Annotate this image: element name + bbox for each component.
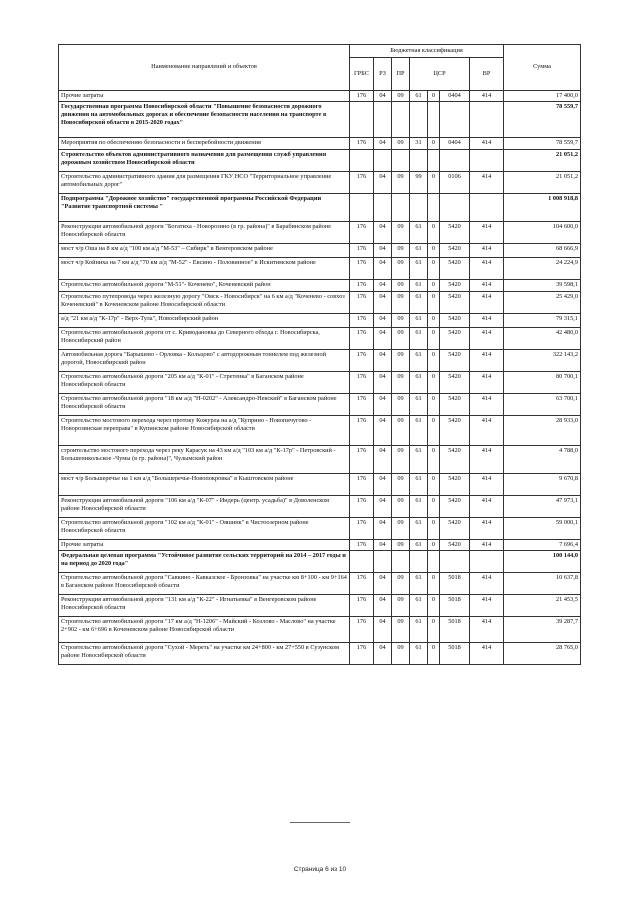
vr-cell: 414 xyxy=(470,244,504,258)
table-row xyxy=(59,394,581,416)
grbs-cell: 176 xyxy=(350,91,374,102)
rz-cell xyxy=(374,102,392,138)
pr-cell: 09 xyxy=(392,573,410,595)
csr-part2-cell: 0 xyxy=(428,617,440,643)
grbs-cell: 176 xyxy=(350,573,374,595)
row-name: Строительство административного здания для размещения ГКУ НСО "Территориальное управление автомобильных дорог" xyxy=(59,172,350,194)
rz-cell: 04 xyxy=(374,595,392,617)
csr-part1-cell: 61 xyxy=(410,258,428,280)
grbs-cell: 176 xyxy=(350,518,374,540)
sum-column-header: Сумма xyxy=(504,45,581,91)
csr-part2-cell: 0 xyxy=(428,518,440,540)
table-row xyxy=(59,172,581,194)
vr-cell: 414 xyxy=(470,518,504,540)
rz-cell xyxy=(374,150,392,172)
csr-part1-cell: 61 xyxy=(410,91,428,102)
csr-part2-cell xyxy=(428,102,440,138)
grbs-cell: 176 xyxy=(350,446,374,474)
csr-part3-cell xyxy=(440,102,470,138)
pr-cell xyxy=(392,150,410,172)
pr-cell: 09 xyxy=(392,496,410,518)
vr-cell: 414 xyxy=(470,258,504,280)
row-sum: 79 315,1 xyxy=(504,314,581,328)
row-sum: 24 224,9 xyxy=(504,258,581,280)
rz-cell: 04 xyxy=(374,138,392,150)
row-name: Строительство автомобильной дороги "17 км а/д "Н-1206" - Майский - Козлово - Маслово" на участке 2+902 - км 6+696 в Коченевском районе Новосибирской области xyxy=(59,617,350,643)
csr-part3-cell xyxy=(440,194,470,222)
row-sum: 42 480,0 xyxy=(504,328,581,350)
grbs-cell: 176 xyxy=(350,244,374,258)
table-row xyxy=(59,540,581,551)
csr-part2-cell: 0 xyxy=(428,172,440,194)
vr-cell: 414 xyxy=(470,328,504,350)
row-name: Строительство автомобильной дороги "М-51"- Коченево", Коченевский район xyxy=(59,280,350,292)
row-name: Строительство автомобильной дороги "102 км а/д "К-01" - Ояшинк" в Чистоозерном районе Новосибирской области xyxy=(59,518,350,540)
csr-part3-cell: 5420 xyxy=(440,328,470,350)
grbs-cell: 176 xyxy=(350,350,374,372)
grbs-cell: 176 xyxy=(350,394,374,416)
vr-header: ВР xyxy=(470,58,504,91)
row-sum: 7 696,4 xyxy=(504,540,581,551)
table-row xyxy=(59,551,581,573)
csr-part1-cell: 61 xyxy=(410,222,428,244)
row-sum: 9 670,8 xyxy=(504,474,581,496)
rz-cell: 04 xyxy=(374,91,392,102)
rz-cell: 04 xyxy=(374,222,392,244)
row-name: мост ч/р Койниха на 7 км а/д "70 км а/д "М-52" - Евсино - Половинное" в Искитимском районе xyxy=(59,258,350,280)
row-name: Строительство автомобильной дороги "Савкино - Кавказское - Бронзовка" на участке км 8+100 - км 9+164 в Баганском районе Новосибирской области xyxy=(59,573,350,595)
row-sum: 39 287,7 xyxy=(504,617,581,643)
row-name: а/д "21 км а/д "К-17р" - Верх-Тула", Новосибирский район xyxy=(59,314,350,328)
table-row xyxy=(59,372,581,394)
csr-part2-cell xyxy=(428,551,440,573)
table-row xyxy=(59,102,581,138)
row-name: Строительство автомобильной дороги "Сухой - Мереть" на участке км 24+800 - км 27+550 в Сузунском районе Новосибирской области xyxy=(59,643,350,665)
rz-cell: 04 xyxy=(374,474,392,496)
rz-cell: 04 xyxy=(374,416,392,446)
vr-cell: 414 xyxy=(470,573,504,595)
row-sum: 4 788,0 xyxy=(504,446,581,474)
grbs-cell: 176 xyxy=(350,643,374,665)
row-name: Автомобильная дорога "Барышево - Орловка - Кольцово" с автодорожным тоннелем под железной дорогой, Новосибирский район xyxy=(59,350,350,372)
csr-part3-cell: 0106 xyxy=(440,172,470,194)
row-name: мост ч/р Оша на 8 км а/д "100 км а/д "М-53" – Сибирк" в Венгеровском районе xyxy=(59,244,350,258)
csr-part3-cell: 5018 xyxy=(440,595,470,617)
csr-part1-cell: 61 xyxy=(410,394,428,416)
vr-cell xyxy=(470,102,504,138)
row-sum: 21 051,2 xyxy=(504,172,581,194)
csr-part1-cell: 61 xyxy=(410,280,428,292)
pr-cell: 09 xyxy=(392,328,410,350)
csr-part1-cell: 61 xyxy=(410,518,428,540)
csr-part1-cell: 61 xyxy=(410,595,428,617)
csr-part2-cell: 0 xyxy=(428,314,440,328)
grbs-cell: 176 xyxy=(350,496,374,518)
csr-part1-cell: 61 xyxy=(410,540,428,551)
csr-part2-cell: 0 xyxy=(428,280,440,292)
csr-part3-cell: 5420 xyxy=(440,518,470,540)
row-sum: 17 400,0 xyxy=(504,91,581,102)
page-number: Страница 6 из 10 xyxy=(293,866,347,873)
row-name: Строительство автомобильной дороги "205 км а/д "К-01" - Стретенка" в Баганском районе Новосибирской области xyxy=(59,372,350,394)
table-row xyxy=(59,222,581,244)
row-sum: 104 600,0 xyxy=(504,222,581,244)
row-sum: 39 598,1 xyxy=(504,280,581,292)
pr-cell: 09 xyxy=(392,518,410,540)
table-row xyxy=(59,194,581,222)
csr-part1-cell: 61 xyxy=(410,496,428,518)
csr-part3-cell: 5420 xyxy=(440,394,470,416)
grbs-cell: 176 xyxy=(350,138,374,150)
grbs-cell xyxy=(350,102,374,138)
csr-part2-cell: 0 xyxy=(428,372,440,394)
rz-cell xyxy=(374,551,392,573)
csr-part2-cell: 0 xyxy=(428,244,440,258)
csr-part1-cell xyxy=(410,551,428,573)
grbs-cell xyxy=(350,150,374,172)
pr-cell xyxy=(392,551,410,573)
pr-cell: 09 xyxy=(392,540,410,551)
footer-separator xyxy=(290,822,350,823)
vr-cell: 414 xyxy=(470,496,504,518)
vr-cell: 414 xyxy=(470,643,504,665)
grbs-cell: 176 xyxy=(350,328,374,350)
csr-part2-cell: 0 xyxy=(428,573,440,595)
rz-cell: 04 xyxy=(374,372,392,394)
pr-cell: 09 xyxy=(392,258,410,280)
vr-cell xyxy=(470,551,504,573)
pr-cell: 09 xyxy=(392,372,410,394)
row-name: Прочие затраты xyxy=(59,91,350,102)
csr-part3-cell: 0404 xyxy=(440,138,470,150)
row-sum: 47 973,1 xyxy=(504,496,581,518)
pr-cell: 09 xyxy=(392,416,410,446)
vr-cell: 414 xyxy=(470,416,504,446)
vr-cell: 414 xyxy=(470,446,504,474)
grbs-cell xyxy=(350,194,374,222)
csr-part3-cell: 5018 xyxy=(440,617,470,643)
csr-part2-cell: 0 xyxy=(428,474,440,496)
table-row xyxy=(59,573,581,595)
pr-cell: 09 xyxy=(392,280,410,292)
csr-part3-cell: 5420 xyxy=(440,350,470,372)
table-row xyxy=(59,350,581,372)
table-row xyxy=(59,617,581,643)
row-name: Реконструкция автомобильной дороги "106 км а/д "К-07" - Индерь (центр. усадьба)" в Доволенском районе Новосибирской области xyxy=(59,496,350,518)
vr-cell: 414 xyxy=(470,91,504,102)
pr-cell: 09 xyxy=(392,350,410,372)
csr-part3-cell: 5420 xyxy=(440,280,470,292)
csr-part1-cell xyxy=(410,194,428,222)
csr-part3-cell: 5420 xyxy=(440,292,470,314)
grbs-header: ГРБС xyxy=(350,58,374,91)
csr-part1-cell: 31 xyxy=(410,138,428,150)
rz-cell: 04 xyxy=(374,573,392,595)
rz-cell: 04 xyxy=(374,643,392,665)
csr-part1-cell: 61 xyxy=(410,643,428,665)
rz-cell: 04 xyxy=(374,394,392,416)
pr-cell xyxy=(392,194,410,222)
csr-part2-cell: 0 xyxy=(428,446,440,474)
row-sum: 100 144,0 xyxy=(504,551,581,573)
grbs-cell: 176 xyxy=(350,258,374,280)
table-row xyxy=(59,328,581,350)
vr-cell: 414 xyxy=(470,540,504,551)
rz-cell: 04 xyxy=(374,350,392,372)
rz-cell: 04 xyxy=(374,280,392,292)
row-name: Реконструкция автомобильной дороги "131 км а/д "К-22" - Игнатьевка" в Венгеровском районе Новосибирской области xyxy=(59,595,350,617)
vr-cell: 414 xyxy=(470,172,504,194)
vr-cell: 414 xyxy=(470,372,504,394)
pr-cell: 09 xyxy=(392,595,410,617)
grbs-cell: 176 xyxy=(350,172,374,194)
table-row xyxy=(59,643,581,665)
csr-header: ЦСР xyxy=(410,58,470,91)
csr-part1-cell: 61 xyxy=(410,244,428,258)
row-sum: 21 453,5 xyxy=(504,595,581,617)
pr-cell: 09 xyxy=(392,617,410,643)
row-name: Федеральная целевая программа "Устойчивое развитие сельских территорий на 2014 – 2017 годы и на период до 2020 года" xyxy=(59,551,350,573)
csr-part1-cell: 61 xyxy=(410,328,428,350)
csr-part1-cell: 61 xyxy=(410,416,428,446)
csr-part3-cell: 5018 xyxy=(440,573,470,595)
vr-cell: 414 xyxy=(470,314,504,328)
grbs-cell: 176 xyxy=(350,416,374,446)
csr-part1-cell xyxy=(410,150,428,172)
csr-part3-cell: 5420 xyxy=(440,416,470,446)
row-sum: 80 700,1 xyxy=(504,372,581,394)
vr-cell: 414 xyxy=(470,280,504,292)
csr-part3-cell: 5420 xyxy=(440,474,470,496)
csr-part2-cell: 0 xyxy=(428,350,440,372)
row-name: Мероприятия по обеспечению безопасности и бесперебойности движения xyxy=(59,138,350,150)
csr-part3-cell xyxy=(440,150,470,172)
table-row xyxy=(59,314,581,328)
row-name: строительство мостового перехода через реку Карасук на 43 км а/д "103 км а/д "К-17р" - Петровский - Большеникольское -Чумы (в гр. района)", Чулымский район xyxy=(59,446,350,474)
csr-part1-cell: 61 xyxy=(410,314,428,328)
pr-cell xyxy=(392,102,410,138)
row-name: мост ч/р Большеречье на 1 км а/д "Большеречье-Новопокровка" в Кыштовском районе xyxy=(59,474,350,496)
table-row xyxy=(59,595,581,617)
table-row xyxy=(59,150,581,172)
csr-part1-cell: 61 xyxy=(410,573,428,595)
rz-cell: 04 xyxy=(374,244,392,258)
row-name: Строительство путепровода через железную дорогу "Омск - Новосибирск" на 6 км а/д "Коченево - совхоз Коченевский" в Коченевском районе Новосибирской области xyxy=(59,292,350,314)
row-sum: 28 765,0 xyxy=(504,643,581,665)
rz-cell: 04 xyxy=(374,292,392,314)
row-sum: 21 051,2 xyxy=(504,150,581,172)
rz-cell: 04 xyxy=(374,328,392,350)
csr-part3-cell: 5420 xyxy=(440,446,470,474)
vr-cell xyxy=(470,194,504,222)
pr-header: ПР xyxy=(392,58,410,91)
table-row xyxy=(59,138,581,150)
csr-part2-cell: 0 xyxy=(428,394,440,416)
csr-part2-cell: 0 xyxy=(428,595,440,617)
csr-part1-cell: 99 xyxy=(410,172,428,194)
name-column-header: Наименование направлений и объектов xyxy=(59,45,350,91)
grbs-cell: 176 xyxy=(350,474,374,496)
csr-part3-cell: 5420 xyxy=(440,372,470,394)
csr-part3-cell: 0404 xyxy=(440,91,470,102)
csr-part1-cell: 61 xyxy=(410,372,428,394)
table-row xyxy=(59,446,581,474)
budget-table xyxy=(58,44,581,665)
csr-part3-cell: 5018 xyxy=(440,643,470,665)
grbs-cell: 176 xyxy=(350,617,374,643)
csr-part2-cell: 0 xyxy=(428,328,440,350)
rz-cell: 04 xyxy=(374,540,392,551)
row-sum: 59 000,1 xyxy=(504,518,581,540)
row-sum: 68 666,9 xyxy=(504,244,581,258)
grbs-cell: 176 xyxy=(350,222,374,244)
rz-cell: 04 xyxy=(374,617,392,643)
csr-part2-cell: 0 xyxy=(428,292,440,314)
row-name: Государственная программа Новосибирской области "Повышение безопасности дорожного движения на автомобильных дорогах и обеспечение безопасности населения на транспорте в Новосибирской области в 2015-2020 годах" xyxy=(59,102,350,138)
rz-cell: 04 xyxy=(374,518,392,540)
csr-part1-cell: 61 xyxy=(410,617,428,643)
pr-cell: 09 xyxy=(392,244,410,258)
table-row xyxy=(59,292,581,314)
vr-cell xyxy=(470,150,504,172)
table-row xyxy=(59,416,581,446)
rz-cell: 04 xyxy=(374,172,392,194)
rz-header: РЗ xyxy=(374,58,392,91)
vr-cell: 414 xyxy=(470,394,504,416)
rz-cell: 04 xyxy=(374,446,392,474)
rz-cell: 04 xyxy=(374,496,392,518)
csr-part2-cell: 0 xyxy=(428,91,440,102)
grbs-cell: 176 xyxy=(350,595,374,617)
csr-part1-cell: 61 xyxy=(410,350,428,372)
row-sum: 78 559,7 xyxy=(504,102,581,138)
csr-part1-cell: 61 xyxy=(410,446,428,474)
row-sum: 322 143,2 xyxy=(504,350,581,372)
grbs-cell xyxy=(350,551,374,573)
pr-cell: 09 xyxy=(392,643,410,665)
rz-cell: 04 xyxy=(374,258,392,280)
csr-part2-cell xyxy=(428,194,440,222)
pr-cell: 09 xyxy=(392,394,410,416)
row-name: Строительство мостового перехода через протоку Кожурла на а/д "Куприно - Новопичугово - Новорозинская переправа" в Купинском районе Новосибирской области xyxy=(59,416,350,446)
row-name: Подпрограмма "Дорожное хозяйство" государственной программы Российской Федерации "Развитие транспортной системы " xyxy=(59,194,350,222)
csr-part3-cell: 5420 xyxy=(440,222,470,244)
csr-part3-cell: 5420 xyxy=(440,496,470,518)
pr-cell: 09 xyxy=(392,138,410,150)
row-name: Строительство объектов административного назначения для размещения служб управления дорожным хозяйством Новосибирской области xyxy=(59,150,350,172)
row-name: Строительство автомобильной дороги от с. Криводановка до Северного обхода г. Новосибирска, Новосибирский район xyxy=(59,328,350,350)
rz-cell xyxy=(374,194,392,222)
vr-cell: 414 xyxy=(470,350,504,372)
csr-part1-cell xyxy=(410,102,428,138)
vr-cell: 414 xyxy=(470,474,504,496)
csr-part2-cell: 0 xyxy=(428,643,440,665)
row-name: Строительство автомобильной дороги "18 км а/д "Н-0202" - Александро-Невский" в Баганском районе Новосибирской области xyxy=(59,394,350,416)
csr-part2-cell: 0 xyxy=(428,416,440,446)
row-sum: 28 933,0 xyxy=(504,416,581,446)
csr-part2-cell: 0 xyxy=(428,222,440,244)
rz-cell: 04 xyxy=(374,314,392,328)
csr-part3-cell: 5420 xyxy=(440,540,470,551)
table-row xyxy=(59,280,581,292)
csr-part3-cell xyxy=(440,551,470,573)
vr-cell: 414 xyxy=(470,617,504,643)
vr-cell: 414 xyxy=(470,292,504,314)
vr-cell: 414 xyxy=(470,222,504,244)
row-sum: 25 429,0 xyxy=(504,292,581,314)
csr-part3-cell: 5420 xyxy=(440,244,470,258)
budget-class-header: Бюджетная классификация xyxy=(350,45,504,58)
row-sum: 63 700,1 xyxy=(504,394,581,416)
pr-cell: 09 xyxy=(392,446,410,474)
row-sum: 1 008 918,8 xyxy=(504,194,581,222)
pr-cell: 09 xyxy=(392,474,410,496)
table-row xyxy=(59,496,581,518)
csr-part2-cell: 0 xyxy=(428,496,440,518)
row-sum: 78 559,7 xyxy=(504,138,581,150)
csr-part1-cell: 61 xyxy=(410,474,428,496)
row-sum: 10 637,8 xyxy=(504,573,581,595)
csr-part3-cell: 5420 xyxy=(440,258,470,280)
table-row xyxy=(59,518,581,540)
pr-cell: 09 xyxy=(392,314,410,328)
grbs-cell: 176 xyxy=(350,372,374,394)
pr-cell: 09 xyxy=(392,292,410,314)
vr-cell: 414 xyxy=(470,138,504,150)
pr-cell: 09 xyxy=(392,91,410,102)
csr-part2-cell: 0 xyxy=(428,540,440,551)
csr-part3-cell: 5420 xyxy=(440,314,470,328)
csr-part1-cell: 61 xyxy=(410,292,428,314)
table-row xyxy=(59,244,581,258)
csr-part2-cell: 0 xyxy=(428,138,440,150)
table-row xyxy=(59,91,581,102)
pr-cell: 09 xyxy=(392,172,410,194)
grbs-cell: 176 xyxy=(350,292,374,314)
table-row xyxy=(59,474,581,496)
vr-cell: 414 xyxy=(470,595,504,617)
grbs-cell: 176 xyxy=(350,314,374,328)
table-row xyxy=(59,258,581,280)
grbs-cell: 176 xyxy=(350,540,374,551)
grbs-cell: 176 xyxy=(350,280,374,292)
row-name: Реконструкция автомобильной дороги "Богатиха - Новорозино (в гр. района)" в Барабинском районе Новосибирской области xyxy=(59,222,350,244)
csr-part2-cell xyxy=(428,150,440,172)
pr-cell: 09 xyxy=(392,222,410,244)
row-name: Прочие затраты xyxy=(59,540,350,551)
csr-part2-cell: 0 xyxy=(428,258,440,280)
